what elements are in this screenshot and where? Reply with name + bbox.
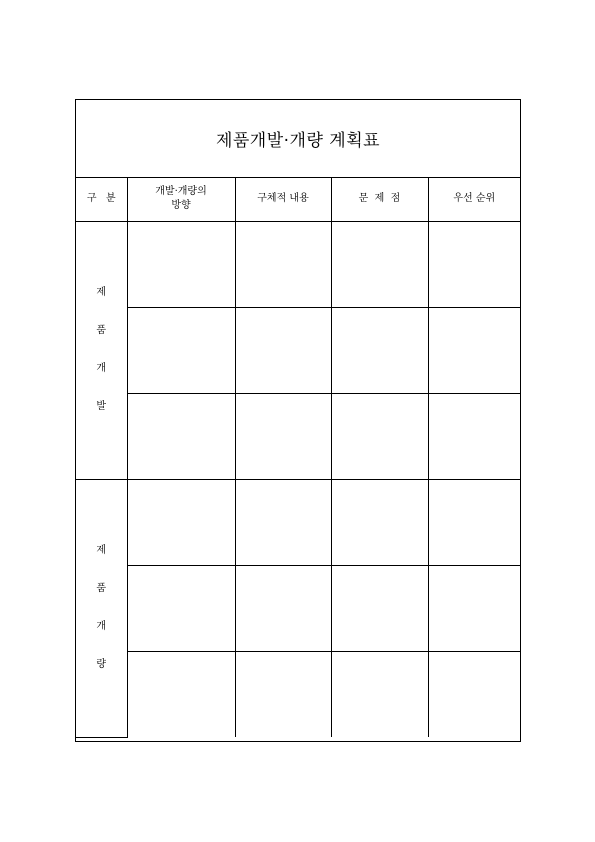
problem-cell[interactable]	[331, 393, 428, 479]
priority-cell[interactable]	[428, 221, 520, 307]
section-char: 제	[96, 287, 107, 298]
section-char: 품	[96, 325, 107, 336]
priority-cell[interactable]	[428, 307, 520, 393]
section-char: 품	[96, 583, 107, 594]
section-char: 제	[96, 545, 107, 556]
header-row	[76, 177, 520, 221]
section-char: 개	[96, 363, 107, 374]
content-cell[interactable]	[235, 393, 331, 479]
section-char: 개	[96, 621, 107, 632]
plan-table	[76, 177, 520, 738]
table-row	[76, 565, 520, 651]
content-cell[interactable]	[235, 221, 331, 307]
problem-cell[interactable]	[331, 651, 428, 737]
header-content: 구체적 내용	[235, 177, 331, 221]
problem-cell[interactable]	[331, 565, 428, 651]
table-row	[76, 221, 520, 307]
content-cell[interactable]	[235, 565, 331, 651]
problem-cell[interactable]	[331, 307, 428, 393]
header-priority: 우선 순위	[428, 177, 520, 221]
priority-cell[interactable]	[428, 651, 520, 737]
header-direction-line1: 개발·개량의	[155, 185, 207, 197]
direction-cell[interactable]	[127, 479, 235, 565]
table-row	[76, 479, 520, 565]
content-cell[interactable]	[235, 651, 331, 737]
priority-cell[interactable]	[428, 479, 520, 565]
plan-form	[75, 99, 521, 742]
direction-cell[interactable]	[127, 651, 235, 737]
header-direction	[127, 177, 235, 221]
direction-cell[interactable]	[127, 221, 235, 307]
section-label-improvement	[76, 479, 127, 737]
header-direction-line2: 방향	[171, 199, 191, 211]
header-category: 구 분	[76, 177, 127, 221]
direction-cell[interactable]	[127, 565, 235, 651]
direction-cell[interactable]	[127, 393, 235, 479]
problem-cell[interactable]	[331, 479, 428, 565]
table-row	[76, 307, 520, 393]
section-label-development	[76, 221, 127, 479]
header-problem: 문 제 점	[331, 177, 428, 221]
direction-cell[interactable]	[127, 307, 235, 393]
content-cell[interactable]	[235, 479, 331, 565]
content-cell[interactable]	[235, 307, 331, 393]
table-row	[76, 393, 520, 479]
section-char: 량	[96, 659, 107, 670]
priority-cell[interactable]	[428, 393, 520, 479]
priority-cell[interactable]	[428, 565, 520, 651]
table-row	[76, 651, 520, 737]
section-char: 발	[96, 401, 107, 412]
problem-cell[interactable]	[331, 221, 428, 307]
form-title: 제품개발·개량 계획표	[76, 100, 520, 178]
